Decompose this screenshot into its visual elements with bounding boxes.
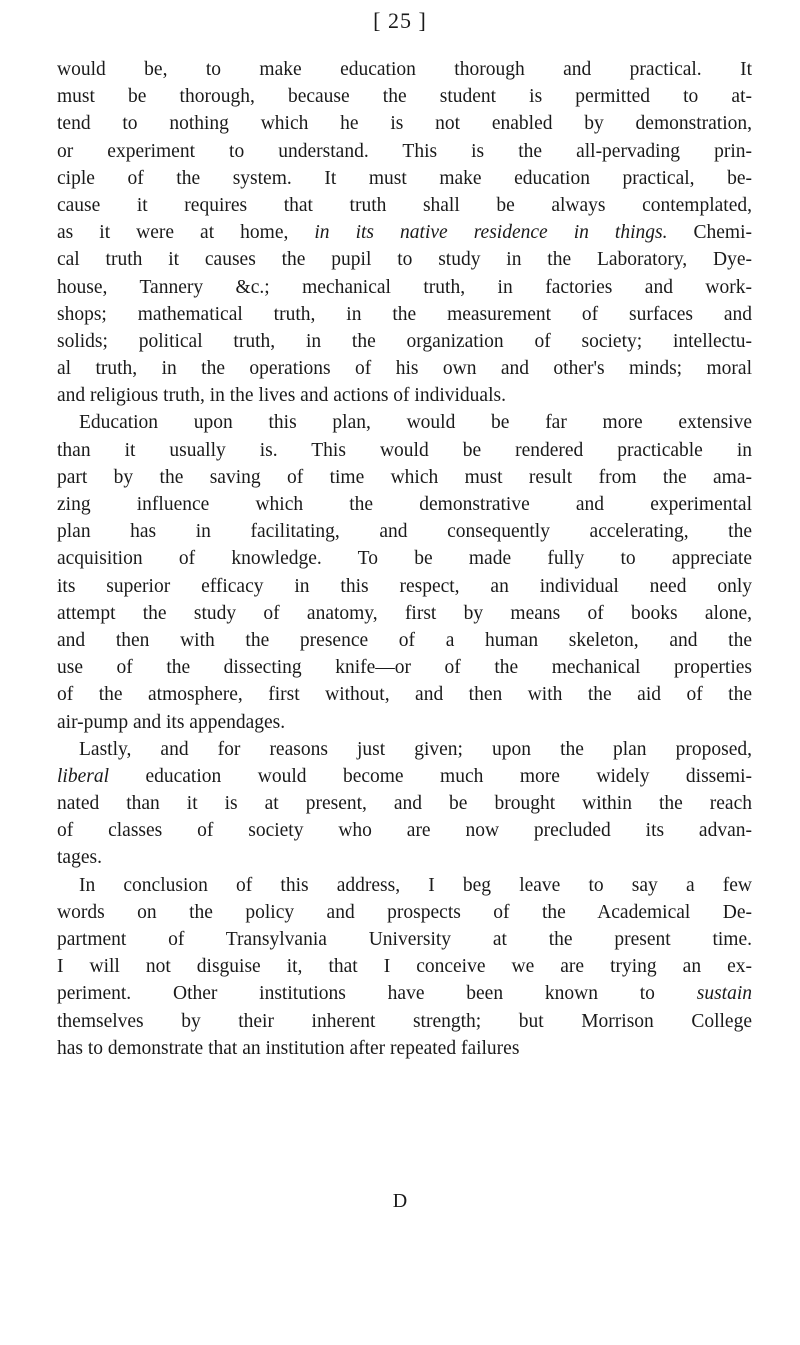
italic-run: liberal [57,765,109,787]
text-run: as it were at home, [57,222,315,244]
text-run: and religious truth, in the lives and actions of individuals. [57,385,506,407]
text-run: would be, to make education thorough and practical. It [57,59,752,80]
italic-run: in its native residence in things. [314,222,668,244]
text-line [57,409,752,436]
text-run: Lastly, and for reasons just given; upon the plan proposed, [79,738,752,760]
text-run: nated than it is at present, and be brought within the reach [57,793,752,815]
text-line [57,1008,752,1035]
text-line [57,926,752,953]
text-run: tend to nothing which he is not enabled by demonstration, [57,113,752,135]
text-line [57,736,752,763]
text-run: partment of Transylvania University at the present time. [57,929,752,950]
text-run: Education upon this plan, would be far more extensive [79,412,752,434]
text-run: words on the policy and prospects of the Academical De- [57,901,752,923]
text-run: solids; political truth, in the organization of society; intellectu- [57,330,752,352]
text-run: acquisition of knowledge. To be made fully to appreciate [57,548,752,570]
text-line [57,83,752,110]
text-run: tages. [57,847,102,869]
text-line [57,192,752,219]
text-line [57,573,752,600]
text-line [57,545,752,572]
text-line [57,382,752,409]
text-line [57,219,752,246]
text-line [57,980,752,1007]
text-line [57,844,752,871]
signature-mark: D [392,1190,408,1212]
text-line [57,763,752,790]
text-line [57,790,752,817]
text-run: plan has in facilitating, and consequently accelerating, the [57,521,752,543]
text-run: al truth, in the operations of his own and other's minds; moral [57,358,752,380]
italic-run: sustain [696,983,752,1005]
text-run: has to demonstrate that an institution after repeated failures [57,1037,520,1059]
text-line [57,464,752,491]
text-run: education would become much more widely dissemi- [109,765,752,787]
text-line [57,246,752,273]
text-run: In conclusion of this address, I beg leave to say a few [79,874,752,896]
text-run: must be thorough, because the student is permitted to at- [57,86,752,108]
text-line [57,437,752,464]
text-run: zing influence which the demonstrative and experimental [57,494,752,515]
text-line [57,355,752,382]
text-run: house, Tannery &c.; mechanical truth, in factories and work- [57,276,752,298]
text-run: or experiment to understand. This is the all-pervading prin- [57,140,752,162]
text-line [57,328,752,355]
text-line [57,654,752,681]
text-line [57,600,752,627]
body-text [57,56,752,1062]
text-line [57,872,752,899]
text-run: cal truth it causes the pupil to study in the Laboratory, Dye- [57,249,752,271]
text-line [57,301,752,328]
text-run: themselves by their inherent strength; but Morrison College [57,1010,752,1032]
text-line [57,518,752,545]
text-run: part by the saving of time which must result from the ama- [57,466,752,488]
text-run: shops; mathematical truth, in the measurement of surfaces and [57,303,752,325]
text-run: attempt the study of anatomy, first by means of books alone, [57,602,752,624]
text-run: of classes of society who are now precluded its advan- [57,820,752,842]
page-number: [ 25 ] [373,8,427,33]
text-line [57,1035,752,1062]
text-run: air-pump and its appendages. [57,711,286,733]
text-run: cause it requires that truth shall be always contemplated, [57,194,752,216]
text-line [57,165,752,192]
text-run: than it usually is. This would be rendered practicable in [57,439,752,461]
text-line [57,681,752,708]
text-line [57,817,752,844]
text-line [57,953,752,980]
text-run: periment. Other institutions have been known to [57,983,697,1005]
text-line [57,899,752,926]
text-run: its superior efficacy in this respect, an individual need only [57,575,752,597]
text-line [57,627,752,654]
text-run: Chemi- [667,222,752,244]
text-line [57,709,752,736]
text-run: I will not disguise it, that I conceive we are trying an ex- [57,956,752,978]
text-run: ciple of the system. It must make education practical, be- [57,167,752,189]
text-run: of the atmosphere, first without, and then with the aid of the [57,684,752,706]
text-line [57,138,752,165]
text-line [57,56,752,83]
text-line [57,274,752,301]
text-run: and then with the presence of a human skeleton, and the [57,629,752,651]
text-line [57,491,752,518]
text-run: use of the dissecting knife—or of the mechanical properties [57,657,752,679]
text-line [57,110,752,137]
